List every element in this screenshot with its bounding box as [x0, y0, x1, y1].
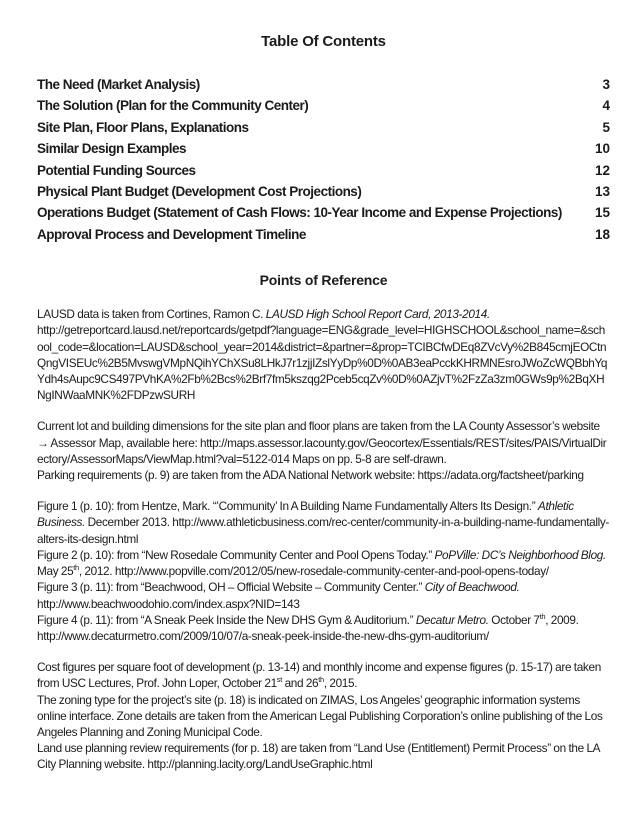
toc-item-page: 5 — [602, 119, 610, 135]
toc-item-page: 13 — [594, 184, 610, 200]
toc-item-page: 12 — [594, 162, 610, 178]
toc-title: Table Of Contents — [261, 33, 386, 50]
toc-item — [37, 74, 610, 95]
toc-item-label: Similar Design Examples — [37, 141, 187, 157]
toc-item-label: Site Plan, Floor Plans, Explanations — [37, 119, 249, 135]
toc-list — [37, 74, 610, 245]
toc-item — [37, 117, 610, 138]
toc-item-page: 18 — [594, 226, 610, 242]
toc-item-page: 4 — [602, 98, 610, 114]
references-body — [37, 306, 610, 772]
reference-paragraph-lausd: LAUSD data is taken from Cortines, Ramon C. LAUSD High School Report Card, 2013-2014. http://getreportcard.lausd.net/reportcards/getpdf?language=ENG&grade_level=HIGHSCHOOL&school_name=&school_code=&location=LAUSD&school_year=2014&district=&partner=&prop=TCIBCfwDEq8ZVcVy%2B845cmjEOCtnQngVISEUc%2B5MvswgVMpNQihYChXSu8LHkJ7r1zjjIZslYyDp%0D%0AB3eaPcckKHRMNEsroJWoZcWQBbhYqYdh4sAupc9CS497PVhKA%2Fb%2Bcs%2Brf7fm5kszqg2Pceb5cqZv%0D%0AZjvT%2FzZa3zm0GWs9p%2BqXHNgINWaaMNK%2FDPzwSURH — [37, 307, 608, 403]
toc-item — [37, 181, 610, 202]
toc-item — [37, 160, 610, 181]
toc-item — [37, 224, 610, 245]
toc-item-label: Approval Process and Development Timeline — [37, 226, 306, 242]
reference-paragraph-costs-zoning: Cost figures per square foot of development (p. 13-14) and monthly income and expense figures (p. 15-17) are taken from USC Lectures, Prof. John Loper, October 21st and 26th, 2015. The zoning type for the project’s site (p. 18) is indicated on ZIMAS, Los Angeles’ geographic information systems online interface. Zone details are taken from the American Legal Publishing Corporation’s online publishing of the Los Angeles Planning and Zoning Municipal Code. Land use planning review requirements (for p. 18) are taken from “Land Use (Entitlement) Permit Process” on the LA City Planning website. http://planning.lacity.org/LandUseGraphic.html — [37, 660, 603, 772]
toc-item — [37, 95, 610, 116]
toc-item-page: 3 — [602, 77, 610, 92]
toc-item — [37, 138, 610, 159]
reference-paragraph-figures: Figure 1 (p. 10): from Hentze, Mark. “’Community’ In A Building Name Fundamentally Alters Its Design.” Athletic Business. December 2013. http://www.athleticbusiness.com/rec-center/community-in-a-building-name-fundamentally-alters-its-design.html Figure 2 (p. 10): from “New Rosedale Community Center and Pool Opens Today.” PoPVille: DC’s Neighborhood Blog. May 25th, 2012. http://www.popville.com/2012/05/new-rosedale-community-center-and-pool-opens-today/ Figure 3 (p. 11): from “Beachwood, OH – Official Website – Community Center.” City of Beachwood. http://www.beachwoodohio.com/index.aspx?NID=143 Figure 4 (p. 11): from “A Sneak Peek Inside the New DHS Gym & Auditorium.” Decatur Metro. October 7th, 2009. http://www.decaturmetro.com/2009/10/07/a-sneak-peek-inside-the-new-dhs-gym-auditorium/ — [37, 499, 609, 643]
reference-paragraph-assessor: Current lot and building dimensions for the site plan and floor plans are taken from the LA County Assessor’s website → Assessor Map, available here: http://maps.assessor.lacounty.gov/Geocortex/Essentials/REST/sites/PAIS/VirtualDirectory/AssessorMaps/ViewMap.html?val=5122-014 Maps on pp. 5-8 are self-drawn. Parking requirements (p. 9) are taken from the ADA National Network website: https://adata.org/factsheet/parking — [37, 419, 607, 483]
toc-item-label: Physical Plant Budget (Development Cost Projections) — [37, 184, 362, 200]
toc-item-page: 15 — [594, 205, 610, 221]
toc-item-label: The Solution (Plan for the Community Center) — [37, 98, 309, 114]
toc-item-page: 10 — [594, 141, 610, 157]
toc-item-label: Potential Funding Sources — [37, 162, 196, 178]
toc-item-label: Operations Budget (Statement of Cash Flows: 10-Year Income and Expense Projections) — [37, 205, 562, 221]
references-title: Points of Reference — [259, 272, 388, 289]
toc-item — [37, 202, 610, 223]
toc-item-label: The Need (Market Analysis) — [37, 77, 200, 92]
